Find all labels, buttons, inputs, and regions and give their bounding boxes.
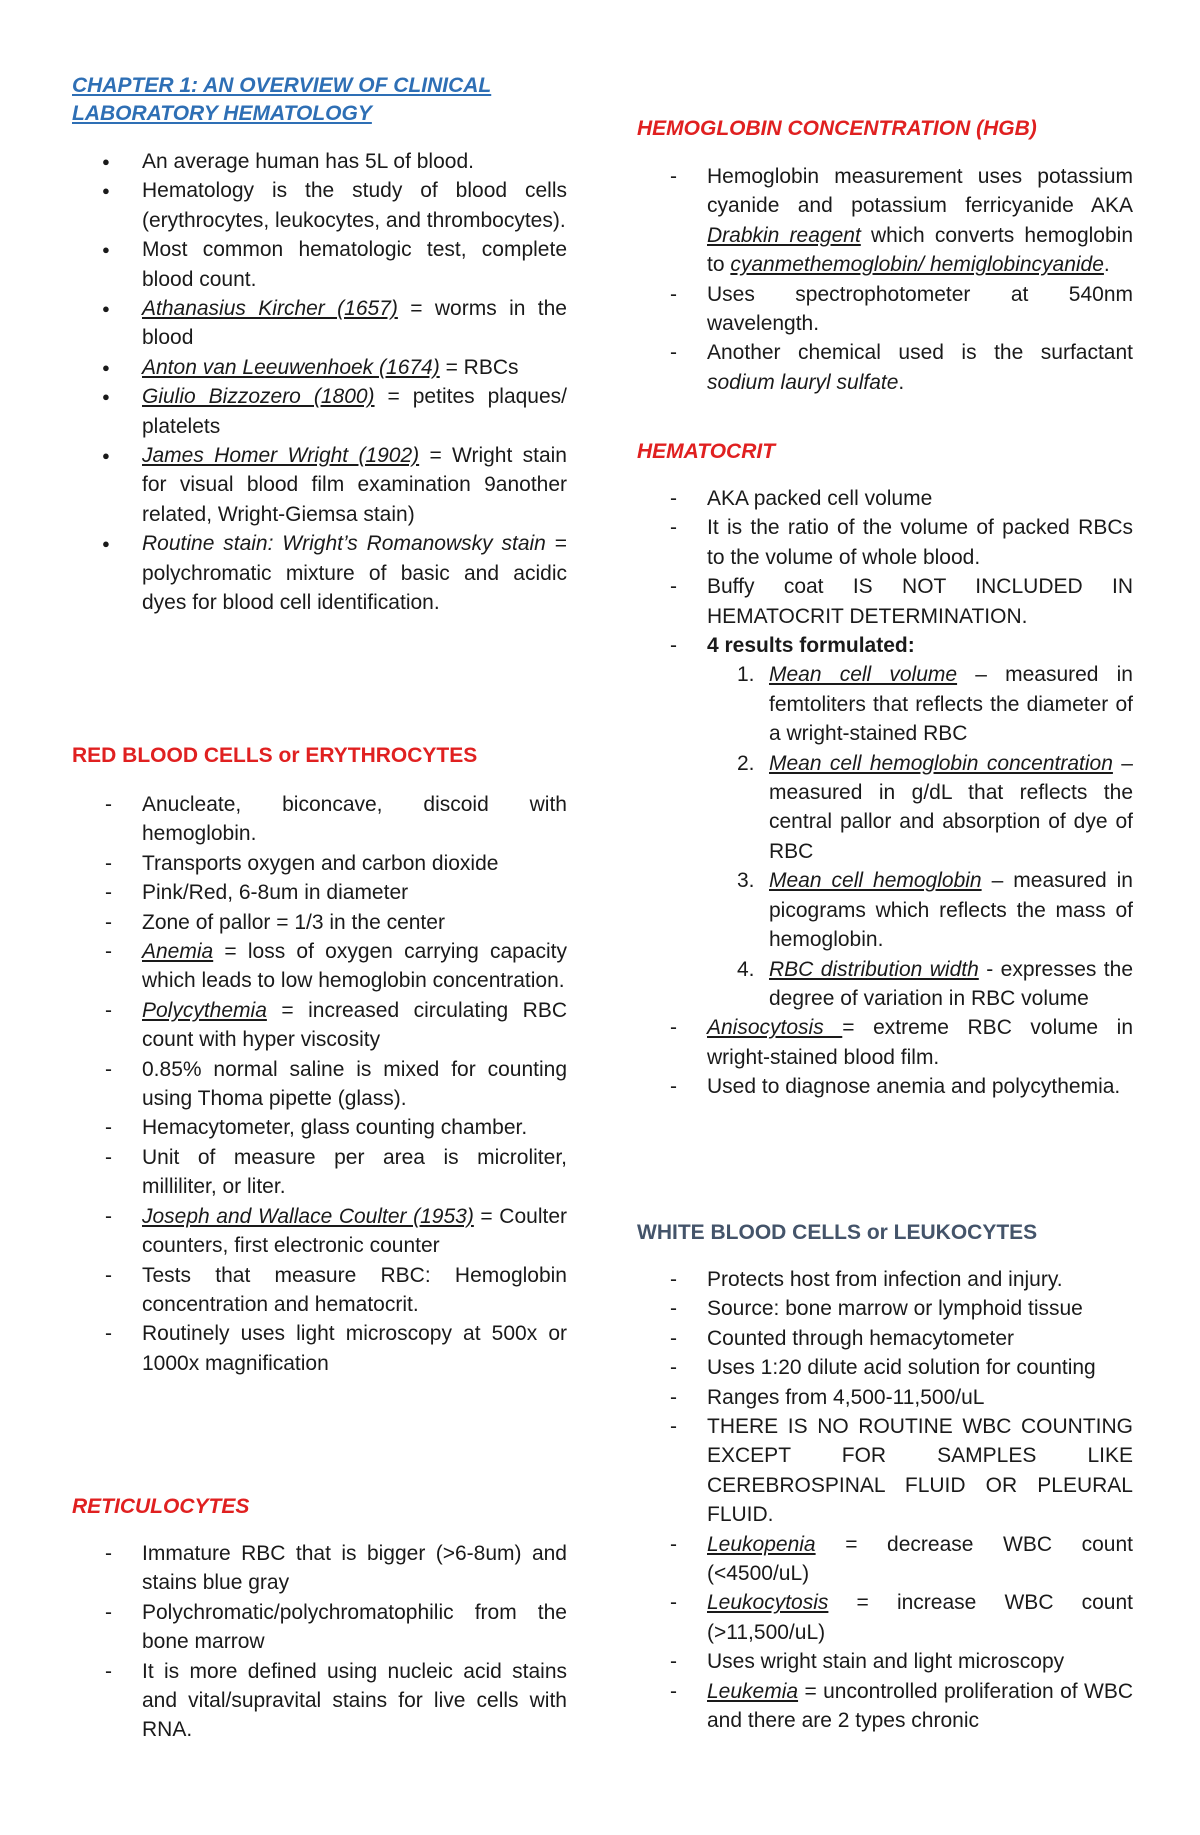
list-item: - Hemacytometer, glass counting chamber.: [72, 1113, 567, 1142]
list-item: - Ranges from 4,500-11,500/uL: [637, 1383, 1133, 1412]
list-item: - AKA packed cell volume: [637, 484, 1133, 513]
list-item: - Joseph and Wallace Coulter (1953) = Coulter counters, first electronic counter: [72, 1202, 567, 1261]
wbc-list: [637, 1265, 1133, 1736]
rbc-list: [72, 790, 567, 1378]
list-item: - Leukopenia = decrease WBC count (<4500/uL): [637, 1530, 1133, 1589]
list-item: - Pink/Red, 6-8um in diameter: [72, 878, 567, 907]
list-item: - Anisocytosis = extreme RBC volume in wright-stained blood film.: [637, 1013, 1133, 1072]
numbered-item: 2. Mean cell hemoglobin concentration – measured in g/dL that reflects the central pallor and absorption of dye of RBC: [737, 751, 1133, 863]
list-item: - Hemoglobin measurement uses potassium cyanide and potassium ferricyanide AKA Drabkin reagent which converts hemoglobin to cyanmethemoglobin/ hemiglobincyanide.: [637, 162, 1133, 280]
list-item: - Leukemia = uncontrolled proliferation of WBC and there are 2 types chronic: [637, 1677, 1133, 1736]
list-item: - Used to diagnose anemia and polycythemia.: [637, 1072, 1133, 1101]
rbc-heading: RED BLOOD CELLS or ERYTHROCYTES: [72, 744, 478, 767]
list-item: - Another chemical used is the surfactant sodium lauryl sulfate.: [637, 338, 1133, 397]
hgb-section: [637, 162, 1133, 397]
retic-list: [72, 1539, 567, 1745]
list-item: - 0.85% normal saline is mixed for counting using Thoma pipette (glass).: [72, 1055, 567, 1114]
wbc-heading: WHITE BLOOD CELLS or LEUKOCYTES: [637, 1221, 1038, 1244]
list-item: - THERE IS NO ROUTINE WBC COUNTING EXCEPT FOR SAMPLES LIKE CEREBROSPINAL FLUID OR PLEURAL FLUID.: [637, 1412, 1133, 1530]
term: Joseph and Wallace Coulter (1953): [142, 1204, 474, 1228]
term: Mean cell volume: [769, 663, 958, 687]
term: sodium lauryl sulfate: [707, 370, 899, 394]
term: Mean cell hemoglobin: [769, 869, 982, 893]
list-item: ● Hematology is the study of blood cells (erythrocytes, leukocytes, and thrombocytes).: [72, 176, 567, 235]
term: Anemia: [142, 940, 214, 964]
list-item: - Polychromatic/polychromatophilic from the bone marrow: [72, 1598, 567, 1657]
list-item: - Uses 1:20 dilute acid solution for counting: [637, 1353, 1133, 1382]
list-item: - Source: bone marrow or lymphoid tissue: [637, 1294, 1133, 1323]
term: Anisocytosis: [707, 1016, 843, 1040]
results-list: [707, 660, 1133, 1013]
list-item: - It is more defined using nucleic acid stains and vital/supravital stains for live cells with RNA.: [72, 1657, 567, 1745]
list-item: - Anucleate, biconcave, discoid with hemoglobin.: [72, 790, 567, 849]
list-item: - Immature RBC that is bigger (>6-8um) and stains blue gray: [72, 1539, 567, 1598]
list-item: ● Most common hematologic test, complete blood count.: [72, 235, 567, 294]
term: Drabkin reagent: [707, 223, 861, 247]
list-item: - Uses wright stain and light microscopy: [637, 1647, 1133, 1676]
list-item: - Unit of measure per area is microliter, milliliter, or liter.: [72, 1143, 567, 1202]
term: Leukemia: [707, 1679, 799, 1703]
list-item: ● Athanasius Kircher (1657) = worms in the blood: [72, 294, 567, 353]
list-item: - Tests that measure RBC: Hemoglobin concentration and hematocrit.: [72, 1261, 567, 1320]
list-item: - Leukocytosis = increase WBC count (>11,500/uL): [637, 1588, 1133, 1647]
chapter-title-line1: CHAPTER 1: AN OVERVIEW OF CLINICAL: [72, 74, 492, 97]
list-item: - Routinely uses light microscopy at 500x or 1000x magnification: [72, 1319, 567, 1378]
chapter-title: [72, 72, 567, 128]
wbc-section: [637, 1265, 1133, 1736]
hct-list: [637, 484, 1133, 1102]
person-name: Athanasius Kircher (1657): [142, 297, 398, 321]
numbered-item: 3. Mean cell hemoglobin – measured in picograms which reflects the mass of hemoglobin.: [737, 869, 1133, 952]
list-item: ● Routine stain: Wright’s Romanowsky stain = polychromatic mixture of basic and acidic dyes for blood cell identification.: [72, 529, 567, 617]
hct-section: [637, 484, 1133, 1102]
list-item: - Counted through hemacytometer: [637, 1324, 1133, 1353]
person-name: Anton van Leeuwenhoek (1674): [142, 355, 440, 379]
list-item: ● Giulio Bizzozero (1800) = petites plaques/ platelets: [72, 382, 567, 441]
term: Polycythemia: [142, 998, 267, 1022]
list-item: - Buffy coat IS NOT INCLUDED IN HEMATOCRIT DETERMINATION.: [637, 572, 1133, 631]
term: RBC distribution width: [769, 957, 979, 981]
hgb-list: [637, 162, 1133, 397]
list-item: - Protects host from infection and injury.: [637, 1265, 1133, 1294]
term: Mean cell hemoglobin concentration: [769, 751, 1113, 775]
term: Leukopenia: [707, 1532, 816, 1556]
list-item: - Polycythemia = increased circulating RBC count with hyper viscosity: [72, 996, 567, 1055]
intro-list: [72, 147, 567, 618]
list-item: - Anemia = loss of oxygen carrying capacity which leads to low hemoglobin concentration.: [72, 937, 567, 996]
list-item: - It is the ratio of the volume of packed RBCs to the volume of whole blood.: [637, 513, 1133, 572]
rbc-section: [72, 790, 567, 1378]
numbered-item: 1. Mean cell volume – measured in femtoliters that reflects the diameter of a wright-stained RBC: [737, 663, 1133, 746]
list-item: - Uses spectrophotometer at 540nm wavelength.: [637, 280, 1133, 339]
numbered-item: 4. RBC distribution width - expresses the degree of variation in RBC volume: [737, 957, 1133, 1010]
hgb-heading: HEMOGLOBIN CONCENTRATION (HGB): [637, 117, 1037, 140]
retic-heading: RETICULOCYTES: [72, 1495, 250, 1518]
list-item: ● An average human has 5L of blood.: [72, 147, 567, 176]
list-item: - Transports oxygen and carbon dioxide: [72, 849, 567, 878]
stain-name: Routine stain: Wright’s Romanowsky stain: [142, 532, 546, 556]
hct-heading: HEMATOCRIT: [637, 440, 776, 463]
list-item: ● Anton van Leeuwenhoek (1674) = RBCs: [72, 353, 567, 382]
list-item: - Zone of pallor = 1/3 in the center: [72, 908, 567, 937]
person-name: James Homer Wright (1902): [142, 444, 420, 468]
chapter-title-line2: LABORATORY HEMATOLOGY: [72, 102, 372, 125]
intro-section: [72, 147, 567, 618]
term: Leukocytosis: [707, 1591, 829, 1615]
list-item: ● James Homer Wright (1902) = Wright stain for visual blood film examination 9another related, Wright-Giemsa stain): [72, 441, 567, 529]
term: cyanmethemoglobin/ hemiglobincyanide: [730, 253, 1104, 277]
list-item: - 4 results formulated: 1. Mean cell volume – measured in femtoliters that reflects the diameter of a wright-stained RBC 2. Mean cell hemoglobin concentration – measured in g/dL that reflects the central pallor and absorption of dye of RBC 3. Mean cell hemoglobin – measured in picograms which reflects the mass of hemoglobin. 4. RBC distribution width - expresses the degree of variation in RBC volume: [637, 631, 1133, 1013]
retic-section: [72, 1539, 567, 1745]
person-name: Giulio Bizzozero (1800): [142, 385, 375, 409]
